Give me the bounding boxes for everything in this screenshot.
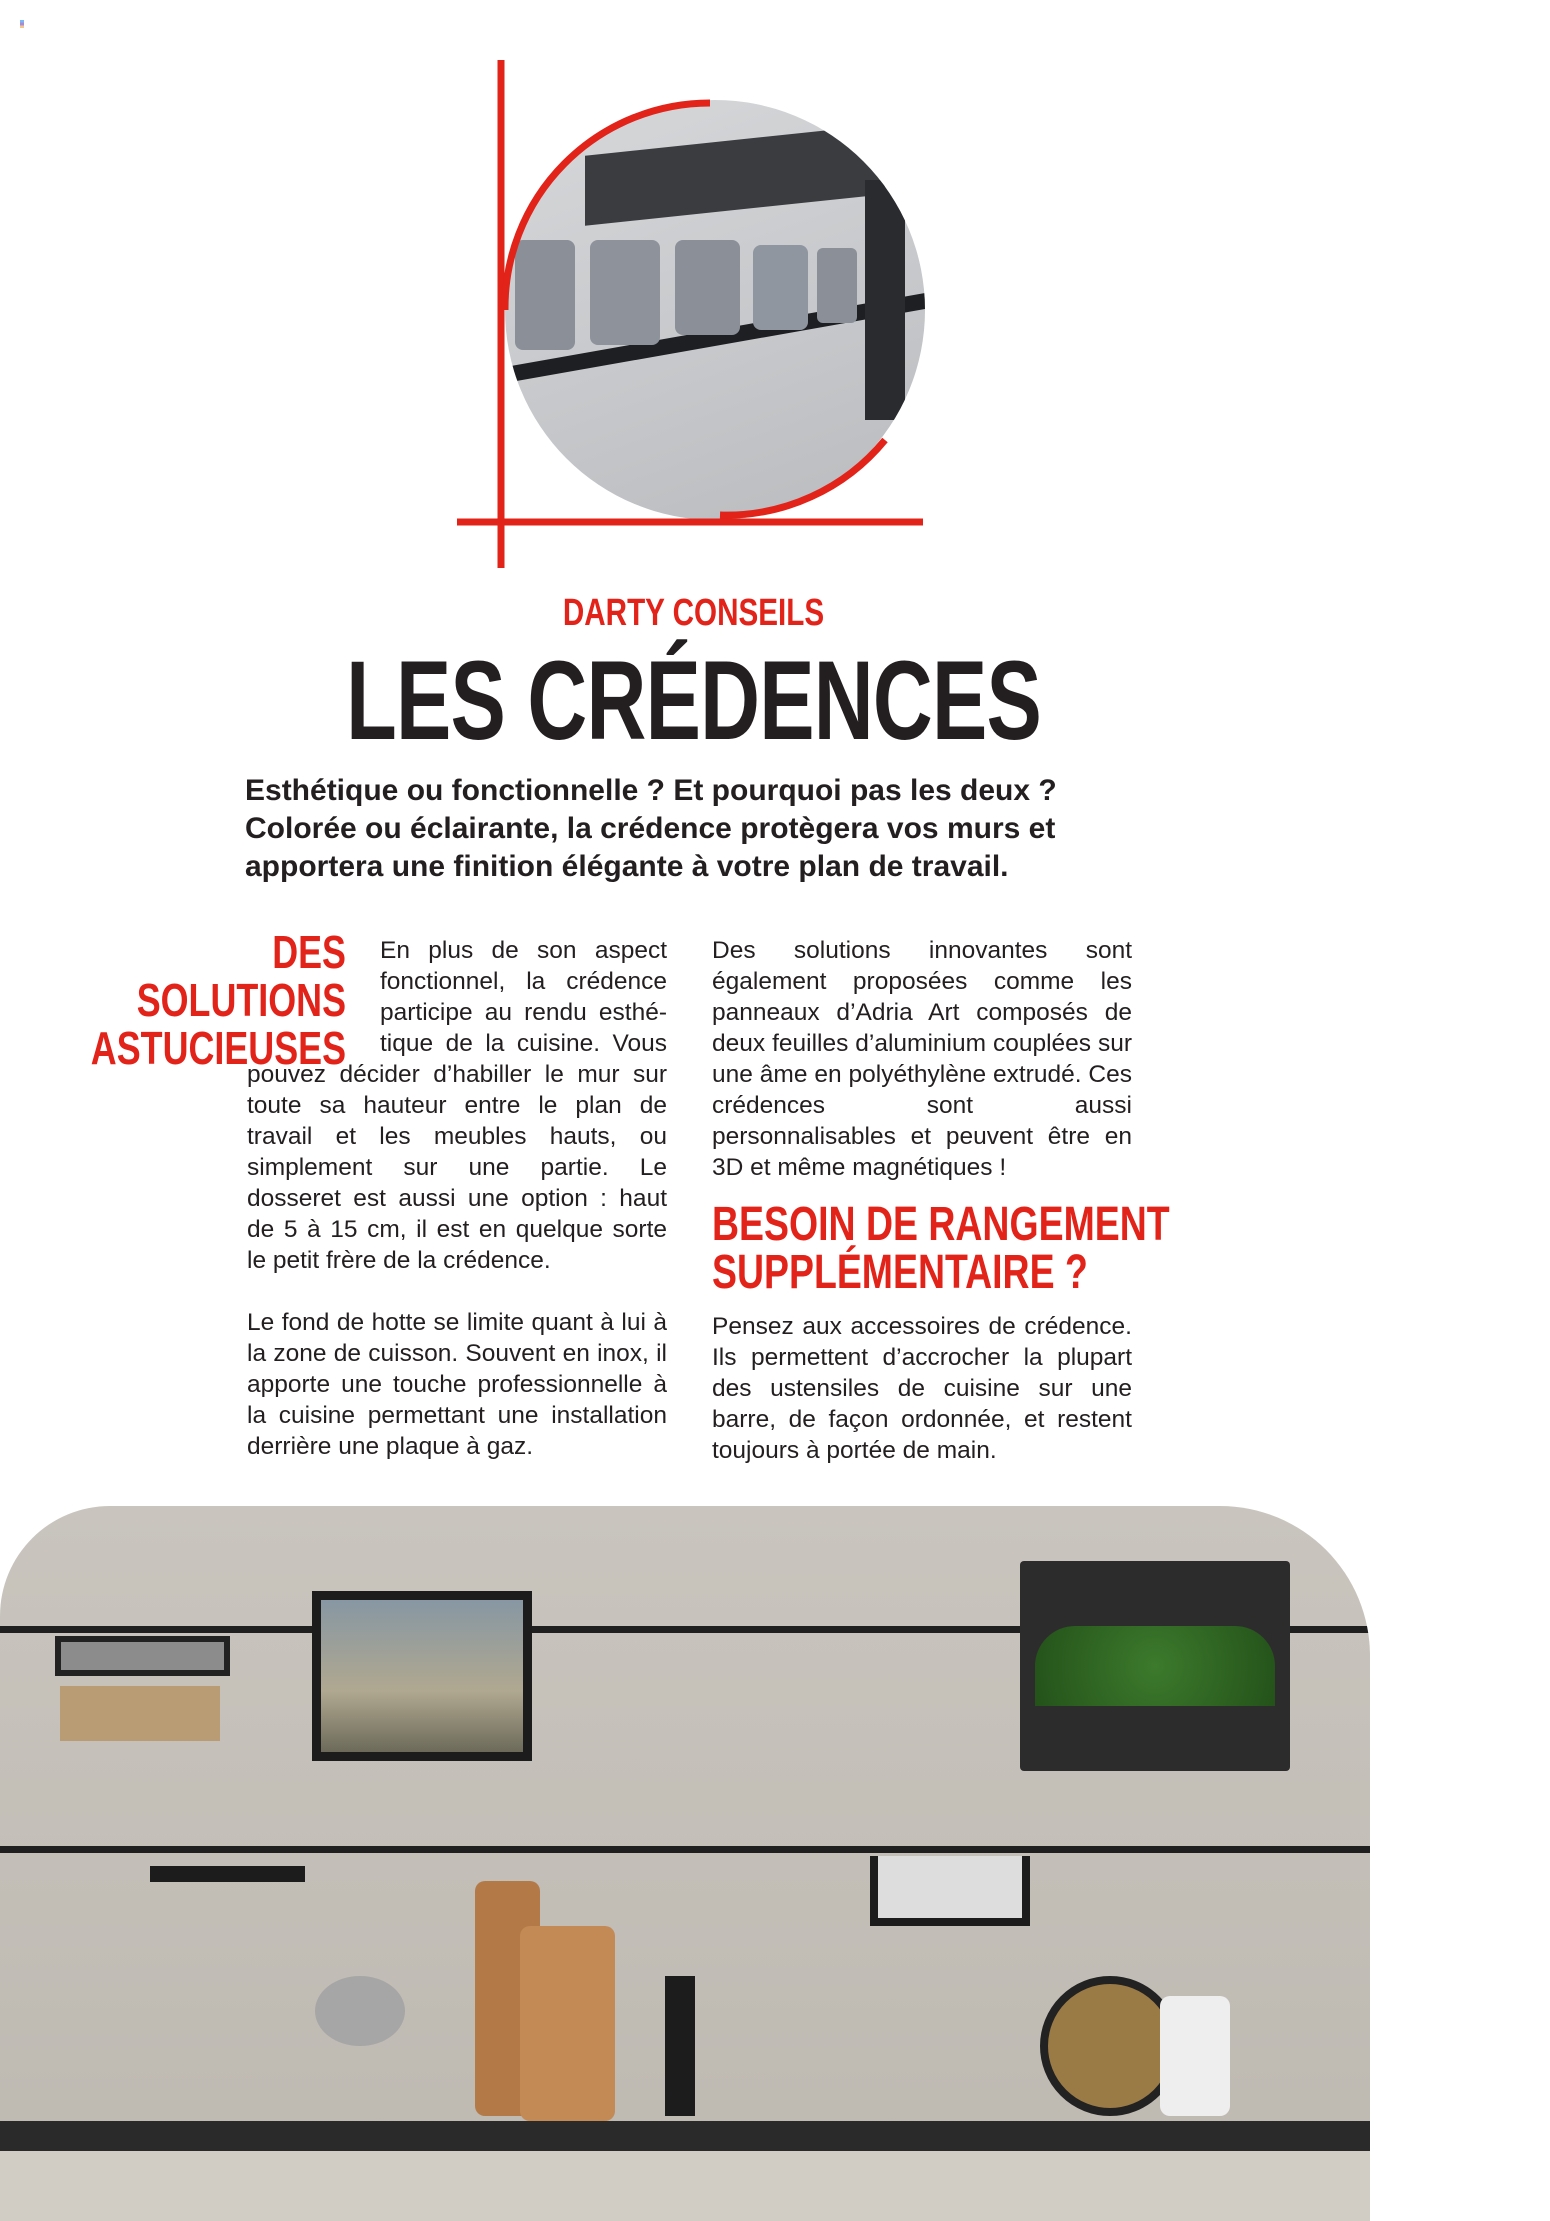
kicker: DARTY CONSEILS [563,592,825,634]
red-frame-graphic [0,0,1550,600]
column-2 [712,935,1170,1497]
heading-line: ASTUCIEUSES [90,1022,346,1074]
text-line: fonctionnel, la crédence [380,968,667,995]
intro-line: apportera une finition élégante à votre plan de travail. [245,850,1009,883]
paragraph: pouvez décider d’habiller le mur sur toute sa hauteur entre le plan de travail et les meubles hauts, ou simplement sur une partie. Le dosseret est aussi une option : haut de 5 à 15 cm, il est en quelque sorte le petit frère de la crédence. [247,1061,667,1274]
kitchen-photo [0,1506,1370,2221]
text-line: participe au rendu esthé- [380,999,667,1026]
section-heading-rangement [712,1198,1170,1299]
heading-line: BESOIN DE RANGEMENT [712,1198,1170,1251]
text-line: En plus de son aspect [380,937,667,964]
text-line: tique de la cuisine. Vous [380,1030,667,1057]
intro-line: Esthétique ou fonctionnelle ? Et pourquoi pas les deux ? [245,774,1057,807]
paragraph: Pensez aux accessoires de crédence. Ils permettent d’accrocher la plupart des ustensiles de cuisine sur une barre, de façon ordonnée, et restent toujours à portée de main. [712,1313,1132,1464]
paragraph: Des solutions innovantes sont également proposées comme les panneaux d’Adria Art composés de deux feuilles d’aluminium couplées sur une âme en polyéthylène extrudé. Ces crédences sont aussi personnalisables et peuvent être en 3D et même magnétiques ! [712,937,1132,1181]
page-title: LES CRÉDENCES [346,638,1042,763]
column-1 [247,935,667,1493]
heading-line: DES SOLUTIONS [136,926,346,1026]
intro-line: Colorée ou éclairante, la crédence protègera vos murs et [245,812,1056,845]
intro [245,772,1057,886]
heading-line: SUPPLÉMENTAIRE ? [712,1246,1088,1299]
paragraph: Le fond de hotte se limite quant à lui à la zone de cuisson. Souvent en inox, il apporte une touche professionnelle à la cuisine permettant une installation derrière une plaque à gaz. [247,1309,667,1460]
